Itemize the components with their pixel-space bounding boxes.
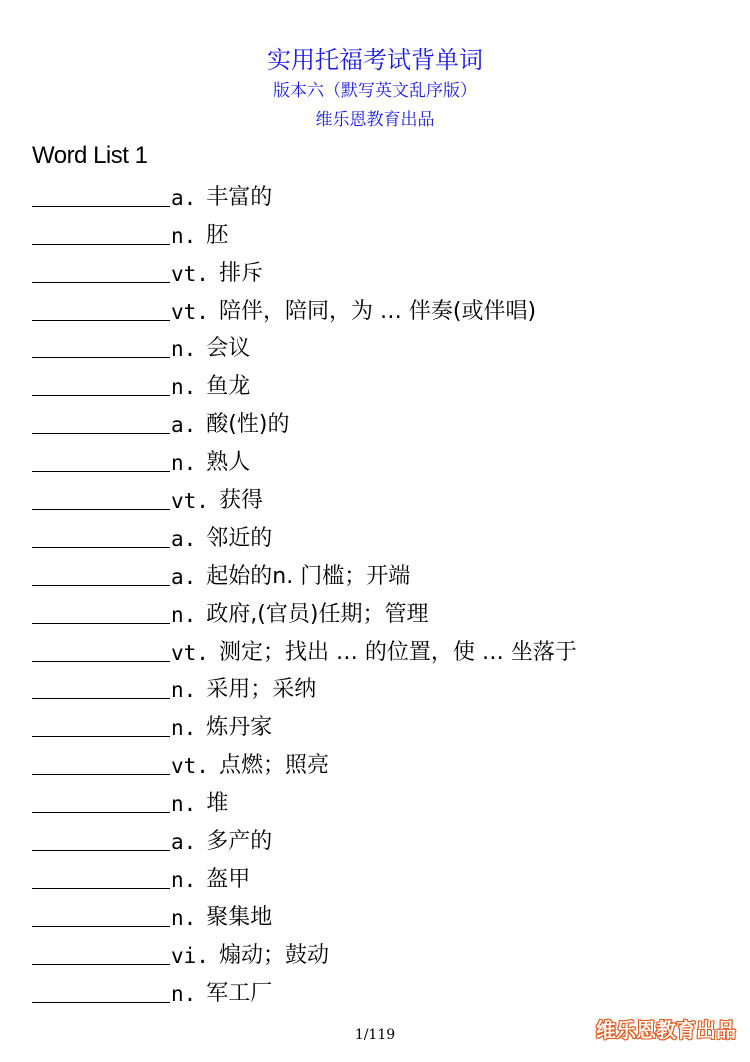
word-list [32,175,577,1009]
answer-blank-line [32,963,170,965]
word-entry [32,705,577,743]
part-of-speech: vi. [171,943,209,968]
part-of-speech: a. [171,526,197,551]
word-entry [32,895,577,933]
word-entry [32,630,577,668]
document-title: 实用托福考试背单词 [267,46,483,74]
answer-blank-line [32,394,170,396]
watermark-logo: 维乐恩教育出品 [596,1018,736,1042]
page-number: 1/119 [354,1027,396,1043]
word-meaning: 排斥 [218,260,263,286]
word-entry [32,933,577,971]
answer-blank-line [32,773,170,775]
answer-blank-line [32,432,170,434]
answer-blank-line [32,622,170,624]
word-meaning: 政府,(官员)任期；管理 [206,601,429,627]
word-entry [32,592,577,630]
part-of-speech: vt. [171,261,209,286]
word-meaning: 多产的 [206,829,273,855]
word-meaning: 鱼龙 [206,374,251,400]
part-of-speech: n. [171,451,197,476]
answer-blank-line [32,356,170,358]
part-of-speech: n. [171,792,197,817]
part-of-speech: n. [171,981,197,1006]
word-entry [32,289,577,327]
answer-blank-line [32,243,170,245]
document-subtitle: 版本六（默写英文乱序版） [273,81,477,101]
word-meaning: 酸(性)的 [206,412,290,438]
word-entry [32,364,577,402]
answer-blank-line [32,925,170,927]
word-meaning: 邻近的 [206,525,273,551]
part-of-speech: n. [171,337,197,362]
word-entry [32,781,577,819]
word-list-title: Word List 1 [32,142,148,169]
part-of-speech: a. [171,413,197,438]
word-meaning: 陪伴，陪同，为 … 伴奏(或伴唱) [218,298,537,324]
word-meaning: 丰富的 [206,184,273,210]
answer-blank-line [32,1001,170,1003]
part-of-speech: n. [171,375,197,400]
answer-blank-line [32,887,170,889]
word-meaning: 聚集地 [206,904,273,930]
part-of-speech: vt. [171,640,209,665]
part-of-speech: n. [171,867,197,892]
part-of-speech: a. [171,564,197,589]
part-of-speech: n. [171,223,197,248]
word-meaning: 获得 [218,488,263,514]
word-entry [32,971,577,1009]
answer-blank-line [32,205,170,207]
word-meaning: 点燃；照亮 [218,753,329,779]
publisher-line: 维乐恩教育出品 [315,110,435,130]
word-meaning: 起始的n. 门槛；开端 [206,563,411,589]
word-entry [32,440,577,478]
word-meaning: 会议 [206,336,251,362]
part-of-speech: n. [171,602,197,627]
word-entry [32,668,577,706]
answer-blank-line [32,584,170,586]
part-of-speech: a. [171,185,197,210]
word-meaning: 测定；找出 … 的位置，使 … 坐落于 [218,639,577,665]
word-entry [32,213,577,251]
answer-blank-line [32,660,170,662]
part-of-speech: a. [171,830,197,855]
word-entry [32,478,577,516]
word-meaning: 熟人 [206,450,251,476]
part-of-speech: vt. [171,299,209,324]
word-entry [32,554,577,592]
word-meaning: 煽动；鼓动 [218,942,329,968]
part-of-speech: n. [171,905,197,930]
word-entry [32,857,577,895]
part-of-speech: vt. [171,489,209,514]
word-meaning: 炼丹家 [206,715,273,741]
part-of-speech: n. [171,678,197,703]
part-of-speech: vt. [171,754,209,779]
word-entry [32,402,577,440]
answer-blank-line [32,697,170,699]
word-meaning: 盔甲 [206,866,251,892]
answer-blank-line [32,546,170,548]
answer-blank-line [32,735,170,737]
word-meaning: 军工厂 [206,980,273,1006]
word-entry [32,516,577,554]
part-of-speech: n. [171,716,197,741]
word-entry [32,327,577,365]
answer-blank-line [32,319,170,321]
answer-blank-line [32,849,170,851]
answer-blank-line [32,811,170,813]
word-entry [32,175,577,213]
word-entry [32,251,577,289]
answer-blank-line [32,508,170,510]
answer-blank-line [32,470,170,472]
word-entry [32,743,577,781]
word-meaning: 采用；采纳 [206,677,317,703]
word-entry [32,819,577,857]
word-meaning: 堆 [206,791,229,817]
answer-blank-line [32,281,170,283]
word-meaning: 胚 [206,222,229,248]
